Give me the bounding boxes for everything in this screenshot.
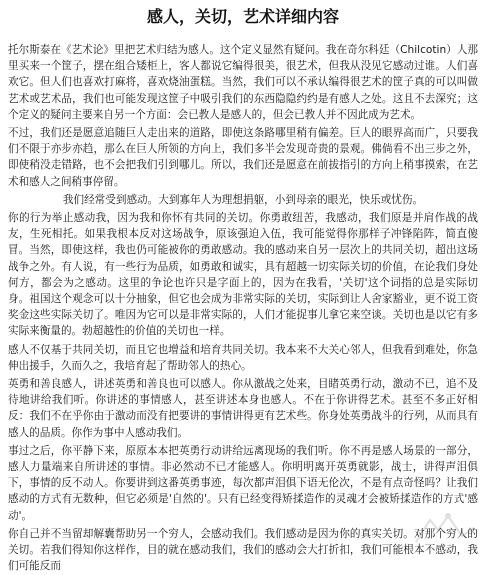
paragraph-5: 感人不仅基于共同关切，而且它也增益和培育共同关切。我本来不大关心邻人，但我看到难处，你急伸出援手，久而久之，我培育起了帮助邻人的热心。 — [8, 343, 478, 372]
paragraph-1: 托尔斯泰在《艺术论》里把艺术归结为感人。这个定义显然有疑问。我在奇尔科廷（Chilcotin）人那里买来一个筐子，摆在组合矮柜上，客人都说它编得很美，很艺术，但我从没见它感动过谁。人们喜欢它。但人们也喜欢打麻将，喜欢烧油蛋糕。当然，我们可以不承认编得很艺术的筐子真的可以叫做艺术或艺术品，我们也可能发现这筐子中吸引我们的东西隐隐约约是有感人之处。这且不去深究；这个定义的疑问主要来自另一个方面：会已教人是感人的，但会已教人并不因此成为艺术。 — [8, 44, 478, 121]
paragraph-7: 事过之后，你平静下来，原原本本把英勇行动讲给远离现场的我们听。你不再是感人场景的一部分，感人力量端来自所讲述的事情。非必然动不已才能感人。你明明离开英勇就影，战士，讲得声泪俱下，事情的反不动人。你要讲到这番英勇事迹，每次都声泪俱下语无伦次，不是有点奇怪吗？让我们感动的方式有无数种，但它必须是'自然的'。只有已经变得矫揉造作的灵魂才会被矫揉造作的方式'感动'。 — [8, 444, 478, 522]
document-title: 感人，关切，艺术详细内容 — [146, 7, 339, 26]
paragraph-3: 我们经常受到感动。大到寡年人为理想捐躯，小到母亲的眼光，快乐或忧伤。 — [62, 193, 424, 206]
paragraph-6: 英勇和善良感人，讲述英勇和善良也可以感人。你从激战之处来，目睹英勇行动，激动不已，追不及待地讲给我们听。你讲述的事情感人，甚至讲述本身也感人。不在于你讲得艺术。甚至不多正好相反：我们不在乎你由于激动而没有把要讲的事情讲得更有艺术些。你身处英勇战斗的行列，从而具有感人的品质。你作为事中人感动我们。 — [8, 378, 478, 439]
paragraph-4: 你的行为举止感动我，因为我和你怀有共同的关切。你勇敢纽苦，我感动，我们原是并肩作战的战友，生死相托。如果我根本反对这场战争，原该强迫入伍，我可能觉得你那样子冲锋陷阵，简直傻冒。当然，即使这样，我也仍可能被你的勇敢感动。我的感动来自另一层次上的共同关切，超出这场战争之外。有人说，有一些行为品质，如勇敢和诚实，具有超越一切实际关切的价值，在论我们身处何方，都会为之感动。这里的争论也许只是字面上的，因为在我看，'关切'这个词指的总是实际切身。祖国这个观念可以十分抽象，但它也会成为非常实际的关切，实际到让人舍家豁业，更不说工资奖金这些实际关切了。唯因为它可以是非常实际的，人们才能捉事儿拿它来空谈。关切也是以它有多实际来衡量的。勃超越性的价值的关切也一样。 — [8, 212, 478, 338]
paragraph-2: 不过，我们还是愿意追随巨人走出来的道路，即使这条路哪里稍有偏差。巨人的眼界高而广，只要我们不限于亦步亦趋，那么在巨人所领的方向上，我们多半会发现奇贵的景观。佛倘看不出三步之外，即使稍没走错路，也不会把我们引到哪儿。所以，我们还是愿意在前拔指引的方向上稍事摸索，在艺术和感人之间稍事停留。 — [8, 127, 478, 188]
paragraph-8: 你自己并不当留却解囊帮助另一个穷人，会感动我们。我们感动是因为你的真实关切。对那个穷人的关切。若我们得知你这样作，目的就在感动我们，我们的感动会大打折扣，我们可能根本不感动，我们可能反而 — [8, 527, 478, 573]
